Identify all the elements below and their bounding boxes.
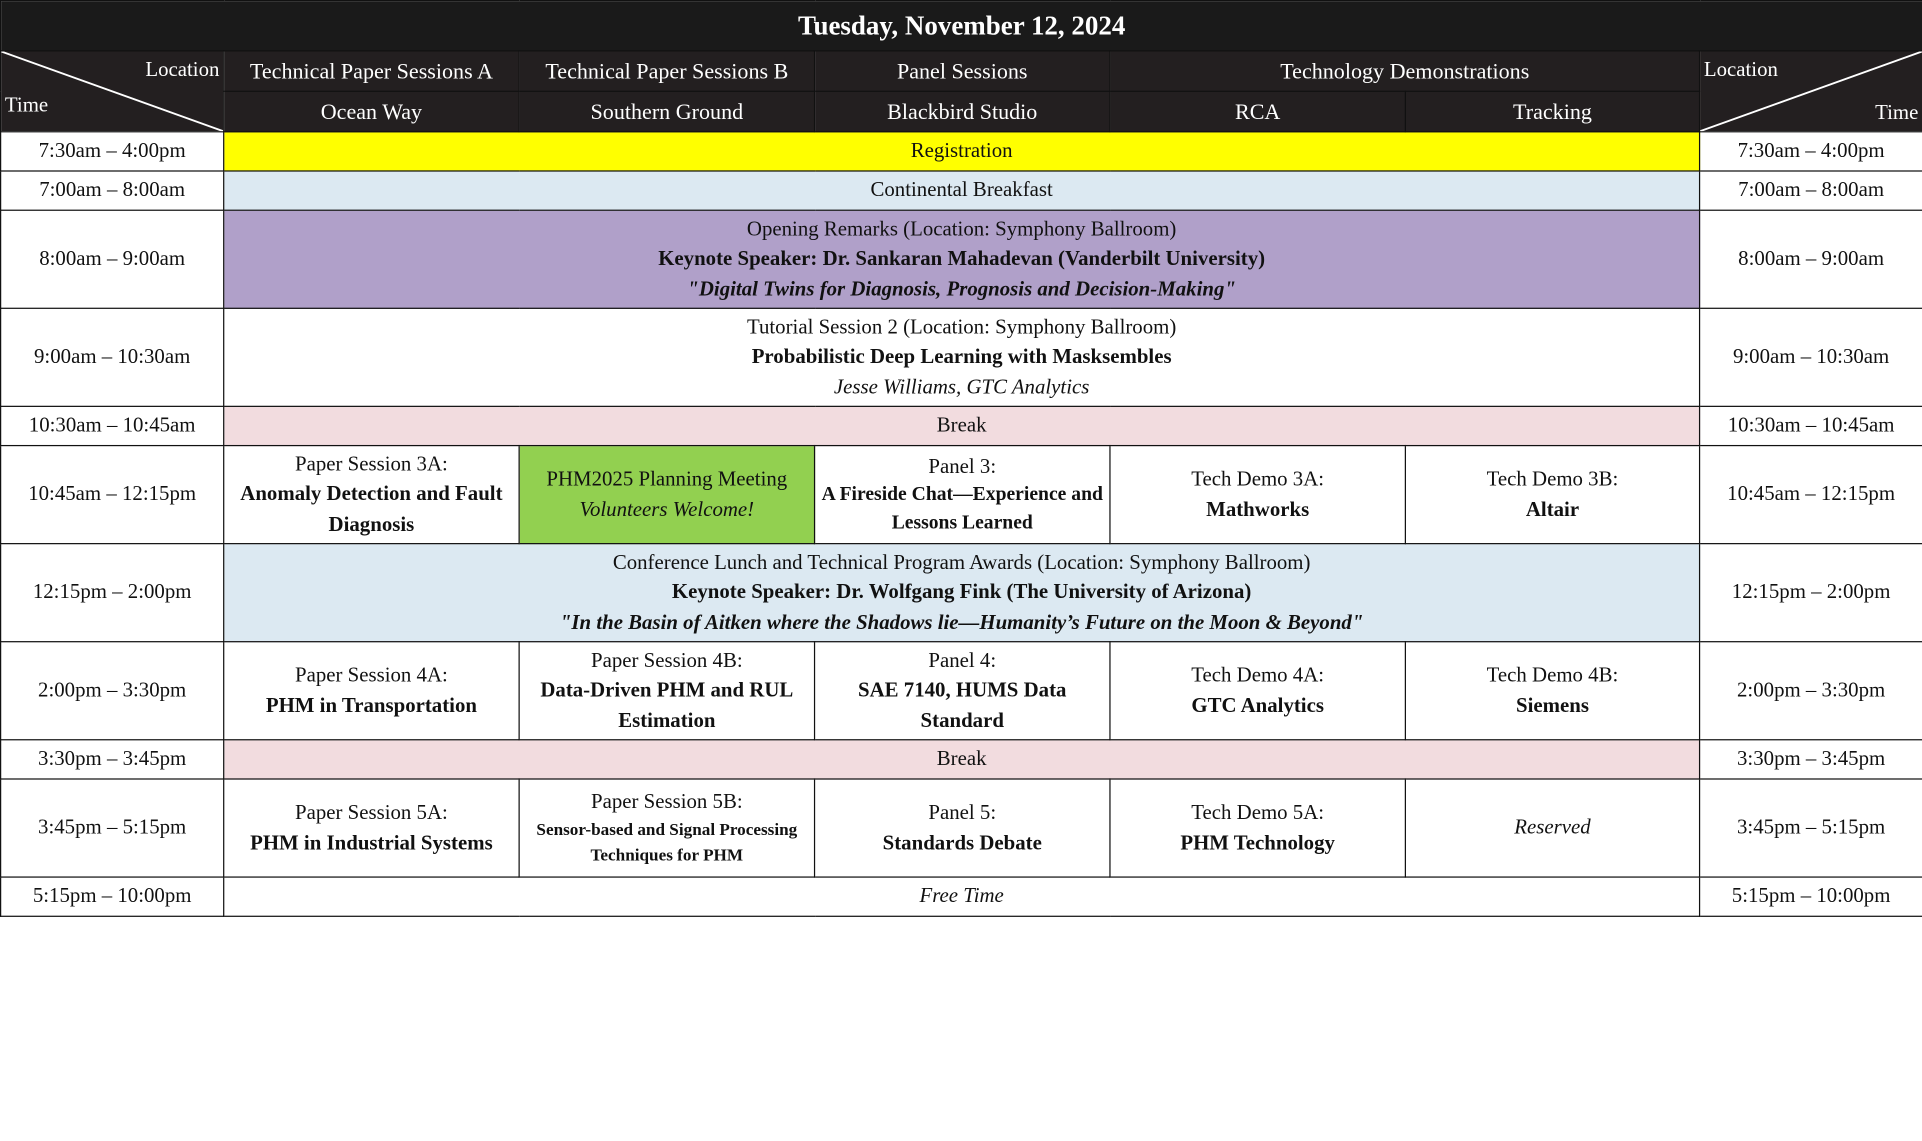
session-title: Anomaly Detection and Fault Diagnosis [240, 481, 503, 536]
time-cell: 8:00am – 9:00am [1700, 210, 1922, 308]
track-b-header: Technical Paper Sessions B [519, 51, 814, 91]
corner-time-label: Time [4, 93, 49, 117]
time-cell: 2:00pm – 3:30pm [1700, 642, 1922, 740]
room-rca: RCA [1110, 91, 1405, 131]
session-title: Sensor-based and Signal Processing Techniques for PHM [536, 821, 798, 866]
opening-remarks-text: Opening Remarks (Location: Symphony Ballroom) [746, 216, 1177, 240]
lunch-text: Conference Lunch and Technical Program Awards (Location: Symphony Ballroom) [612, 549, 1311, 574]
session-label: Tech Demo 3A: [1191, 466, 1325, 491]
time-cell: 9:00am – 10:30am [1700, 308, 1922, 406]
session-title: SAE 7140, HUMS Data Standard [858, 678, 1067, 732]
planning-meeting-cell [519, 446, 814, 544]
session-label: Paper Session 4B: [590, 647, 743, 672]
free-time-cell: Free Time [224, 877, 1700, 916]
session-label: Paper Session 5A: [294, 800, 448, 824]
session-label: Tech Demo 3B: [1486, 466, 1619, 491]
session-5b-cell [519, 779, 814, 877]
time-cell: 10:30am – 10:45am [1, 406, 224, 445]
session-label: Tech Demo 4A: [1191, 662, 1325, 687]
tutorial-cell [224, 308, 1700, 406]
time-cell: 3:45pm – 5:15pm [1, 779, 224, 877]
panel-3-cell [815, 446, 1110, 544]
keynote-title-text: "In the Basin of Aitken where the Shadows lie—Humanity’s Future on the Moon & Beyond" [559, 610, 1364, 634]
time-cell: 3:30pm – 3:45pm [1, 740, 224, 779]
time-cell: 12:15pm – 2:00pm [1, 544, 224, 642]
session-title: Mathworks [1206, 497, 1310, 521]
time-cell: 3:30pm – 3:45pm [1700, 740, 1922, 779]
time-cell: 7:00am – 8:00am [1700, 171, 1922, 210]
corner-left [1, 51, 224, 132]
time-cell: 10:45am – 12:15pm [1, 446, 224, 544]
session-label: Panel 3: [928, 454, 997, 478]
tech-demo-3b-cell [1405, 446, 1699, 544]
room-tracking: Tracking [1405, 91, 1699, 131]
session-title: Volunteers Welcome! [579, 497, 755, 521]
time-cell: 3:45pm – 5:15pm [1700, 779, 1922, 877]
keynote-speaker-text: Keynote Speaker: Dr. Sankaran Mahadevan (Vanderbilt University) [658, 246, 1266, 270]
lunch-keynote-cell [224, 544, 1700, 642]
session-title: A Fireside Chat—Experience and Lessons Learned [821, 484, 1103, 533]
session-title: GTC Analytics [1191, 693, 1324, 717]
keynote-speaker-text: Keynote Speaker: Dr. Wolfgang Fink (The University of Arizona) [671, 580, 1252, 604]
room-blackbird-studio: Blackbird Studio [815, 91, 1110, 131]
time-cell: 10:30am – 10:45am [1700, 406, 1922, 445]
time-cell: 7:30am – 4:00pm [1, 132, 224, 171]
session-label: Paper Session 3A: [294, 451, 448, 476]
registration-cell: Registration [224, 132, 1700, 171]
corner-location-label-right: Location [1703, 57, 1778, 81]
session-label: Panel 5: [928, 800, 997, 824]
break-cell: Break [224, 406, 1700, 445]
tech-demo-3a-cell [1110, 446, 1405, 544]
time-cell: 7:00am – 8:00am [1, 171, 224, 210]
session-label: Tech Demo 5A: [1191, 800, 1325, 824]
session-label: Paper Session 4A: [294, 662, 448, 687]
tech-demo-5a-cell [1110, 779, 1405, 877]
time-cell: 12:15pm – 2:00pm [1700, 544, 1922, 642]
tech-demo-4a-cell [1110, 642, 1405, 740]
room-ocean-way: Ocean Way [224, 91, 519, 131]
session-title: PHM in Industrial Systems [250, 830, 493, 854]
corner-time-label-right: Time [1875, 100, 1919, 125]
session-label: PHM2025 Planning Meeting [546, 466, 788, 491]
keynote-1-cell [224, 210, 1700, 308]
room-southern-ground: Southern Ground [519, 91, 814, 131]
tech-demo-4b-cell [1405, 642, 1699, 740]
time-cell: 2:00pm – 3:30pm [1, 642, 224, 740]
break-cell: Break [224, 740, 1700, 779]
track-a-header: Technical Paper Sessions A [224, 51, 519, 91]
session-label: Paper Session 5B: [590, 789, 743, 813]
session-title: Data-Driven PHM and RUL Estimation [540, 678, 794, 732]
breakfast-cell: Continental Breakfast [224, 171, 1700, 210]
session-title: Altair [1525, 497, 1580, 521]
track-panel-header: Panel Sessions [815, 51, 1110, 91]
session-title: PHM Technology [1180, 830, 1335, 854]
reserved-cell: Reserved [1405, 779, 1699, 877]
session-label: Tech Demo 4B: [1486, 662, 1619, 687]
tutorial-session-text: Tutorial Session 2 (Location: Symphony Ballroom) [746, 314, 1177, 338]
time-cell: 5:15pm – 10:00pm [1, 877, 224, 916]
corner-location-label: Location [145, 57, 220, 81]
corner-right [1700, 51, 1922, 132]
panel-5-cell [815, 779, 1110, 877]
session-title: Siemens [1516, 693, 1589, 717]
page-title: Tuesday, November 12, 2024 [1, 1, 1922, 51]
session-title: PHM in Transportation [265, 693, 477, 717]
session-5a-cell [224, 779, 519, 877]
session-3a-cell [224, 446, 519, 544]
track-demo-header: Technology Demonstrations [1110, 51, 1700, 91]
time-cell: 9:00am – 10:30am [1, 308, 224, 406]
panel-4-cell [815, 642, 1110, 740]
time-cell: 5:15pm – 10:00pm [1700, 877, 1922, 916]
session-label: Panel 4: [928, 647, 997, 672]
time-cell: 7:30am – 4:00pm [1700, 132, 1922, 171]
session-title: Standards Debate [882, 830, 1042, 854]
time-cell: 8:00am – 9:00am [1, 210, 224, 308]
session-4b-cell [519, 642, 814, 740]
session-4a-cell [224, 642, 519, 740]
tutorial-presenter-text: Jesse Williams, GTC Analytics [833, 374, 1090, 399]
time-cell: 10:45am – 12:15pm [1700, 446, 1922, 544]
tutorial-title-text: Probabilistic Deep Learning with Masksembles [751, 344, 1172, 368]
keynote-title-text: "Digital Twins for Diagnosis, Prognosis and Decision-Making" [687, 276, 1236, 301]
